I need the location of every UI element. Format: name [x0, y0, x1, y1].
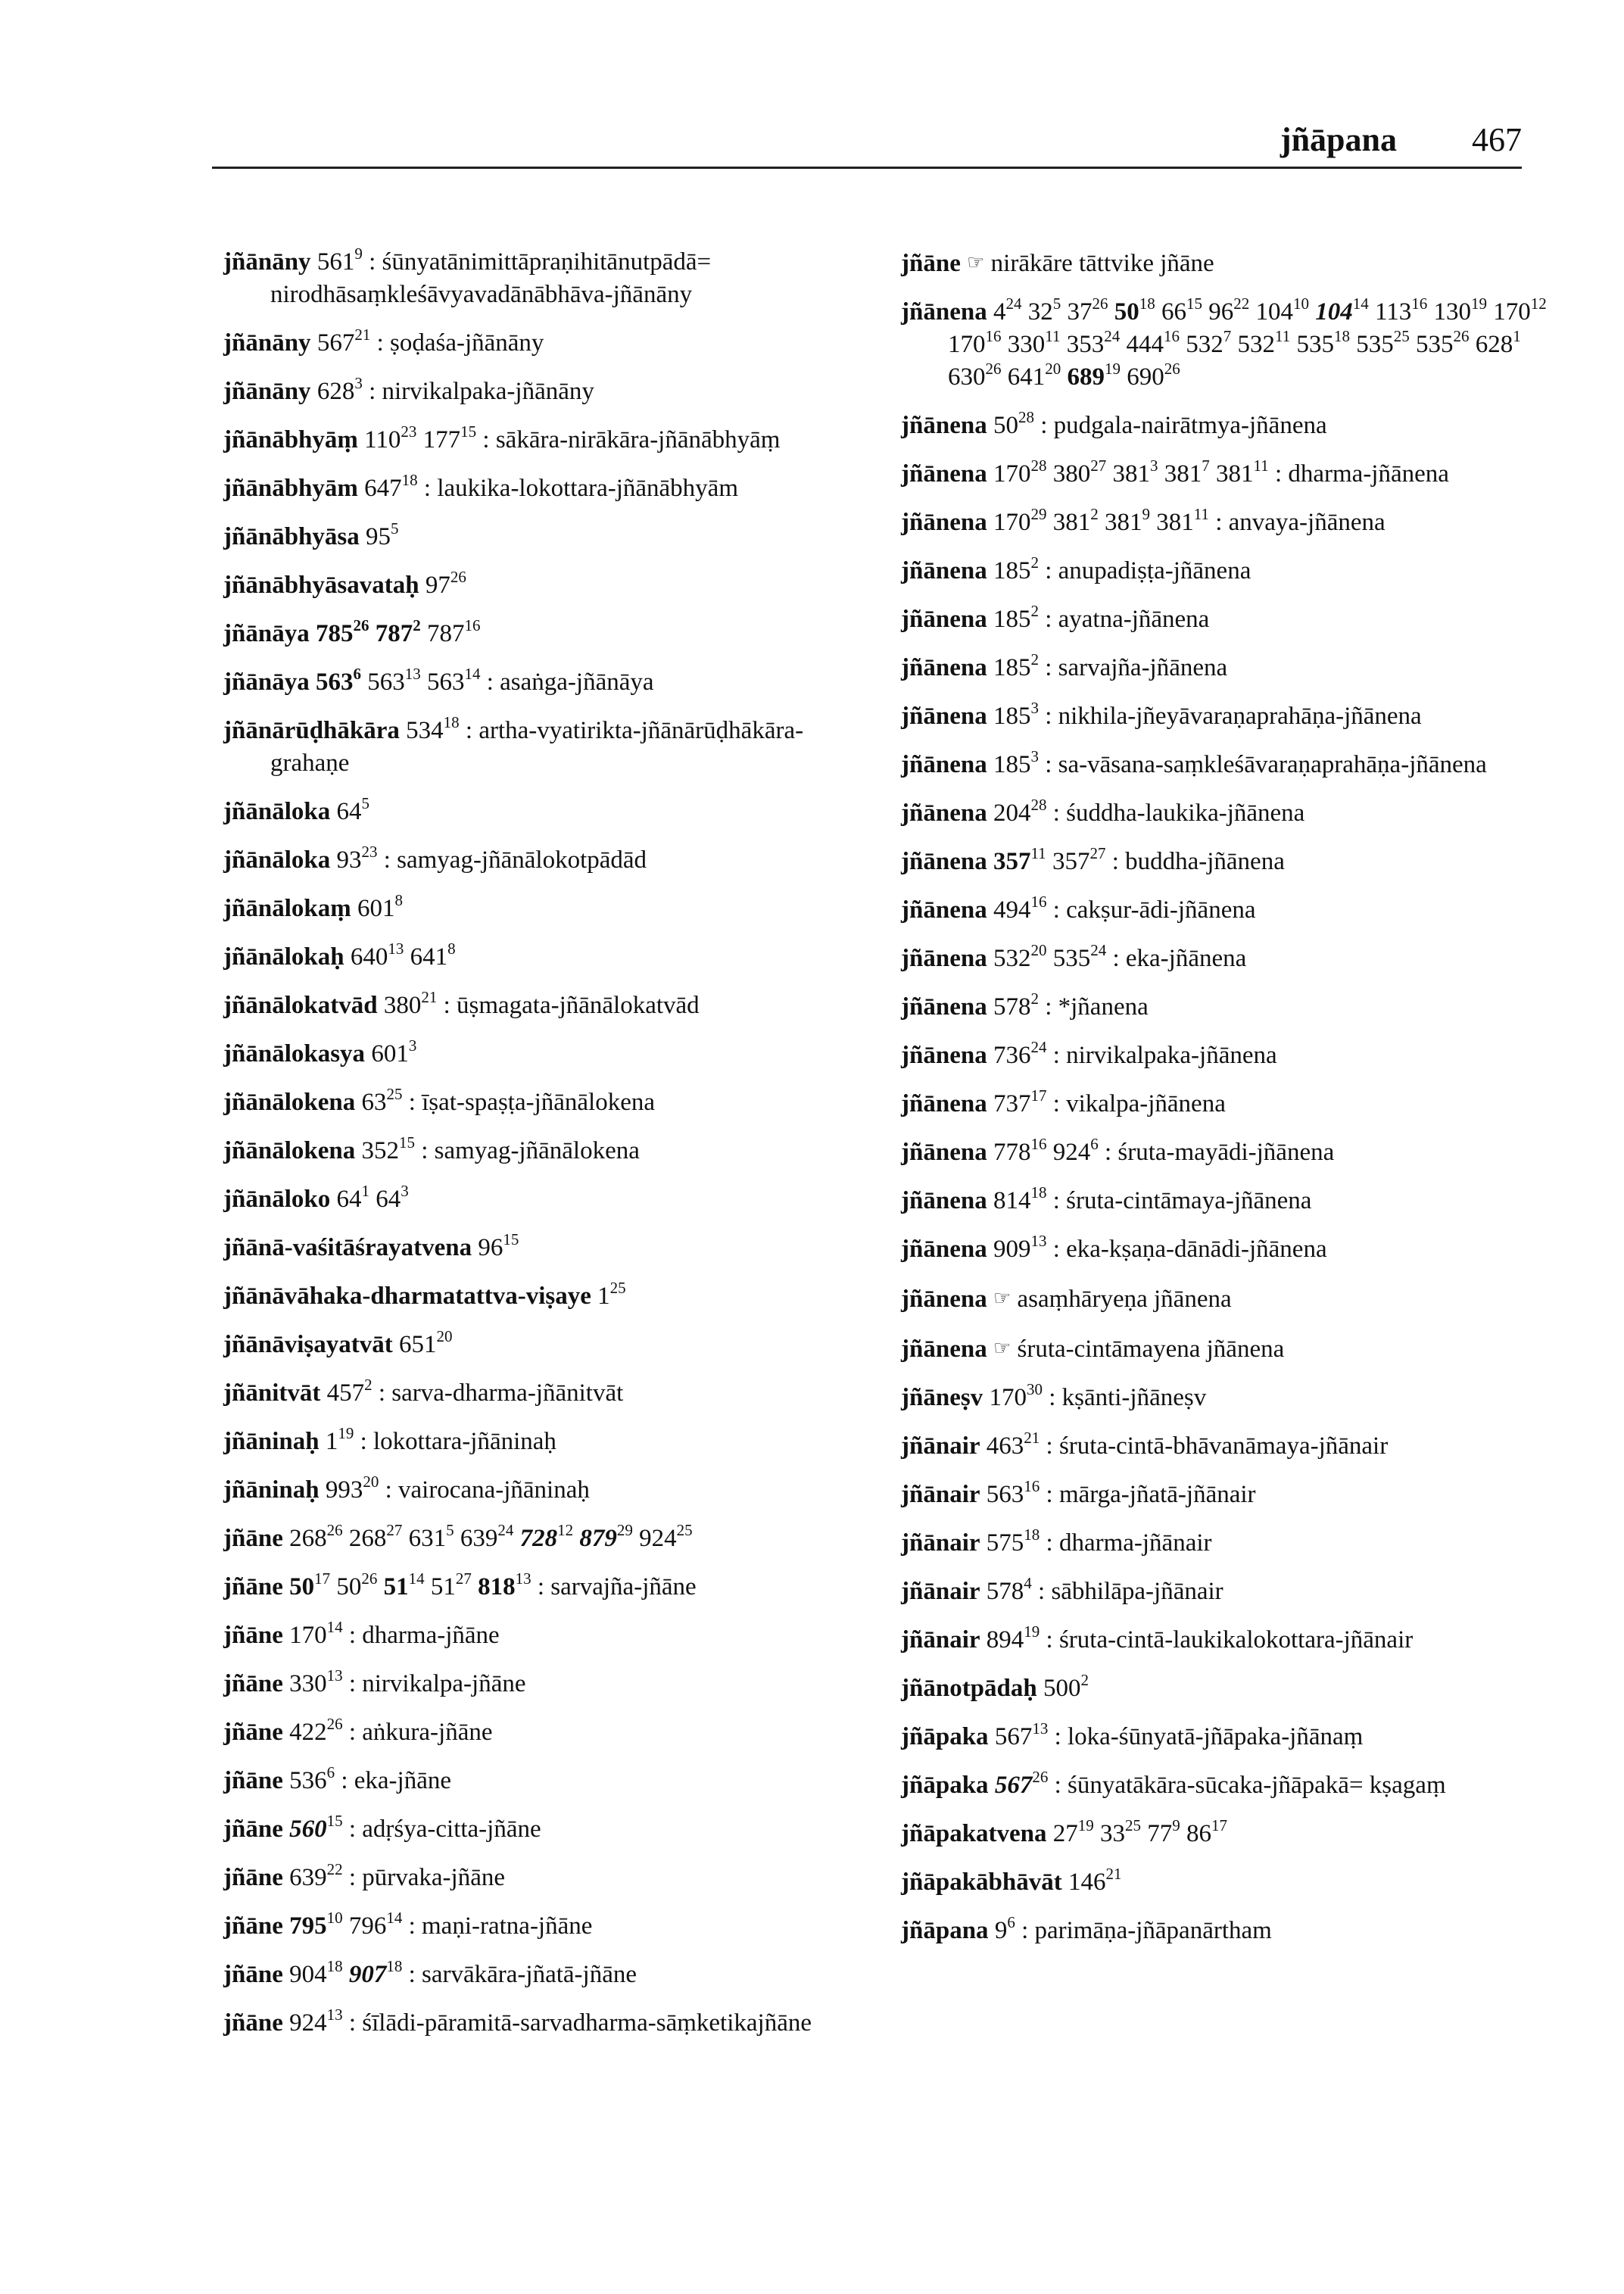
entry-headword: jñānair	[901, 1481, 980, 1508]
entry-context: mārga-jñatā-jñānair	[1058, 1481, 1256, 1508]
index-entry: jñānena $578^2$ : *jñanena	[901, 990, 1149, 1021]
entry-context: lokottara-jñāninaḥ	[373, 1428, 556, 1455]
entry-references: $494^{16}$	[993, 893, 1047, 924]
entry-context: eka-kṣaṇa-dānādi-jñānena	[1066, 1236, 1327, 1263]
entry-references: $778^{16}$ $924^6$	[993, 1135, 1099, 1166]
entry-context: loka-śūnyatā-jñāpaka-jñānaṃ	[1067, 1723, 1364, 1750]
entry-headword: jñānena	[901, 896, 987, 924]
entry-headword: jñānālokatvād	[223, 992, 378, 1019]
entry-context: śūnyatākāra-sūcaka-jñāpakā= kṣagaṃ	[1067, 1772, 1446, 1799]
entry-references: $628^3$	[316, 374, 363, 405]
entry-headword: jñāpaka	[901, 1723, 989, 1750]
entry-references: $640^{13}$ $641^8$	[350, 940, 456, 971]
index-entry	[223, 893, 874, 925]
entry-headword: jñāne	[223, 1525, 283, 1552]
entry-headword: jñānitvāt	[223, 1379, 321, 1407]
pointing-hand-icon: ☞	[993, 1287, 1011, 1309]
entry-references: $380^{21}$	[383, 988, 438, 1019]
entry-references: $795^{10}$ $796^{14}$	[289, 1909, 403, 1940]
entry-headword: jñāpana	[901, 1917, 989, 1944]
entry-context: ṣoḍaśa-jñānāny	[389, 329, 544, 357]
entry-references: $563^{16}$	[986, 1477, 1040, 1508]
index-entry	[223, 1038, 874, 1071]
entry-context: vikalpa-jñānena	[1066, 1090, 1226, 1117]
entry-references: $50^{28}$	[993, 408, 1034, 439]
entry-context: samyag-jñānālokotpādād	[397, 846, 647, 874]
index-entry: jñāne $422^{26}$ : aṅkura-jñāne	[223, 1715, 493, 1746]
entry-headword: jñānena	[901, 1042, 987, 1069]
entry-headword: jñānābhyāsavataḥ	[223, 572, 419, 599]
index-entry	[223, 521, 874, 553]
entry-headword: jñāninaḥ	[223, 1428, 320, 1455]
entry-references: $601^8$	[357, 891, 403, 922]
entry-headword: jñānotpādaḥ	[901, 1675, 1037, 1702]
entry-context: dharma-jñānair	[1058, 1529, 1212, 1557]
index-entry: jñānitvāt $457^2$ : sarva-dharma-jñānitvāt	[223, 1376, 624, 1407]
entry-references: $647^{18}$	[364, 471, 418, 502]
entry-headword: jñānena	[901, 654, 987, 681]
entry-context: anupadiṣṭa-jñānena	[1058, 557, 1252, 584]
index-entry: jñānena $185^2$ : anupadiṣṭa-jñānena	[901, 553, 1252, 584]
entry-headword: jñānena	[901, 460, 987, 488]
entry-context: sa-vāsana-saṃkleśāvaraṇaprahāṇa-jñānena	[1058, 751, 1487, 778]
entry-references: $50^{17}$ $50^{26}$ $51^{14}$ $51^{27}$ $818^{13}$	[289, 1569, 531, 1601]
index-entry: jñānair $578^4$ : sābhilāpa-jñānair	[901, 1574, 1223, 1605]
entry-headword: jñānair	[901, 1578, 980, 1605]
index-entry: jñānāny $628^3$ : nirvikalpaka-jñānāny	[223, 374, 594, 405]
entry-headword: jñāne	[223, 1670, 283, 1697]
entry-context: śūnyatānimittāpraṇihitānutpādā= nirodhāsaṃkleśāvyavadānābhāva-jñānāny	[270, 248, 712, 308]
index-entry: jñānair $894^{19}$ : śruta-cintā-laukikalokottara-jñānair	[901, 1622, 1414, 1653]
entry-headword: jñāne	[223, 1816, 283, 1843]
entry-references: $532^{20}$ $535^{24}$	[993, 941, 1107, 972]
entry-headword: jñānāviṣayatvāt	[223, 1331, 393, 1358]
entry-references: $64^1$ $64^3$	[336, 1182, 409, 1213]
index-entry: jñānālokatvād $380^{21}$ : ūṣmagata-jñānālokatvād	[223, 988, 700, 1019]
entry-headword: jñānālokaṃ	[223, 895, 351, 922]
entry-headword: jñānena	[901, 298, 987, 326]
entry-headword: jñānena	[901, 1090, 987, 1117]
index-entry	[223, 1280, 874, 1313]
entry-context: adṛśya-citta-jñāne	[362, 1816, 541, 1843]
entry-headword: jñānāya	[223, 669, 310, 696]
entry-headword: jñānena	[901, 412, 987, 439]
index-entry: jñāne $639^{22}$ : pūrvaka-jñāne	[223, 1860, 506, 1891]
index-entry: jñānena $185^3$ : sa-vāsana-saṃkleśāvaraṇaprahāṇa-jñānena	[901, 747, 1487, 778]
index-entry	[223, 1329, 874, 1361]
index-entry: jñānābhyām $647^{18}$ : laukika-lokottara-jñānābhyām	[223, 471, 738, 502]
index-entry: jñānena $50^{28}$ : pudgala-nairātmya-jñānena	[901, 408, 1327, 439]
entry-context: śīlādi-pāramitā-sarvadharma-sāṃketikajñāne	[362, 2009, 812, 2037]
entry-headword: jñānālokasya	[223, 1040, 366, 1068]
entry-references: $330^{13}$	[289, 1666, 343, 1697]
entry-headword: jñānābhyāsa	[223, 523, 360, 550]
index-entry: jñāne $795^{10}$ $796^{14}$ : maṇi-ratna-jñāne	[223, 1909, 593, 1940]
entry-context: eka-jñānena	[1125, 945, 1247, 972]
entry-context: sākāra-nirākāra-jñānābhyāṃ	[495, 426, 781, 454]
index-entry: jñānena $532^{20}$ $535^{24}$ : eka-jñānena	[901, 941, 1247, 972]
entry-context: sarvajña-jñānena	[1058, 654, 1228, 681]
entry-references: $924^{13}$	[289, 2006, 343, 2037]
entry-headword: jñānair	[901, 1529, 980, 1557]
entry-references: $185^2$	[993, 602, 1039, 633]
index-entry: jñānena $185^2$ : ayatna-jñānena	[901, 602, 1210, 633]
entry-references: $457^2$	[326, 1376, 372, 1407]
index-entry: jñāne $50^{17}$ $50^{26}$ $51^{14}$ $51^{27}$ $818^{13}$ : sarvajña-jñāne	[223, 1569, 697, 1601]
entry-references: $567^{21}$	[316, 326, 371, 357]
entry-headword: jñānena	[901, 1187, 987, 1214]
entry-context: vairocana-jñāninaḥ	[398, 1476, 590, 1504]
entry-headword: jñāne	[223, 1912, 283, 1940]
entry-headword: jñānena	[901, 848, 987, 875]
index-entry: jñāne $560^{15}$ : adṛśya-citta-jñāne	[223, 1812, 541, 1843]
entry-context: samyag-jñānālokena	[434, 1137, 640, 1164]
entry-references: $1^{25}$	[597, 1279, 626, 1310]
entry-references: $170^{30}$	[989, 1380, 1043, 1411]
index-entry: jñānālokena $63^{25}$ : īṣat-spaṣṭa-jñānālokena	[223, 1085, 656, 1116]
entry-headword: jñānāvāhaka-dharmatattva-viṣaye	[223, 1283, 591, 1310]
index-entry	[223, 618, 874, 650]
entry-references: $357^{11}$ $357^{27}$	[993, 844, 1106, 875]
entry-references: $64^5$	[336, 794, 369, 825]
index-entry	[901, 296, 1567, 394]
entry-headword: jñānā-vaśitāśrayatvena	[223, 1234, 472, 1261]
entry-references: $93^{23}$	[336, 843, 378, 874]
entry-context: īṣat-spaṣṭa-jñānālokena	[422, 1089, 656, 1116]
entry-headword: jñāninaḥ	[223, 1476, 320, 1504]
entry-references: $185^2$	[993, 650, 1039, 681]
index-entry: jñānena $494^{16}$ : cakṣur-ādi-jñānena	[901, 893, 1256, 924]
entry-context: sarvajña-jñāne	[550, 1573, 697, 1601]
entry-references: $97^{26}$	[425, 568, 466, 599]
entry-references: $904^{18}$ $907^{18}$	[289, 1957, 403, 1988]
entry-context: *jñanena	[1058, 993, 1149, 1021]
entry-context: nirākāre tāttvike jñāne	[990, 250, 1214, 277]
index-entry: jñāne $924^{13}$ : śīlādi-pāramitā-sarvadharma-sāṃketikajñāne	[223, 2006, 812, 2037]
entry-references: $170^{29}$ $381^2$ $381^9$ $381^{11}$	[993, 505, 1209, 536]
entry-references: $736^{24}$	[993, 1038, 1047, 1069]
entry-references: $651^{20}$	[398, 1327, 453, 1358]
entry-references: $785^{26}$ $787^2$ $787^{16}$	[315, 616, 481, 647]
entry-references: $422^{26}$	[289, 1715, 343, 1746]
entry-headword: jñānālokena	[223, 1089, 356, 1116]
entry-context: artha-vyatirikta-jñānārūḍhākāra-grahaṇe	[270, 717, 804, 777]
entry-references: $27^{19}$ $33^{25}$ $77^9$ $86^{17}$	[1052, 1816, 1228, 1847]
entry-references: $9^6$	[994, 1913, 1015, 1944]
entry-headword: jñānair	[901, 1626, 980, 1653]
index-entry: jñānena $778^{16}$ $924^6$ : śruta-mayādi-jñānena	[901, 1135, 1335, 1166]
entry-references: $4^{24}$ $32^5$ $37^{26}$ $50^{18}$ $66^{15}$ $96^{22}$ $104^{10}$ $104^{14}$ $113^{16}$ $130^{19}$ $170^{12}$ $170^{16}$ $330^{11}$ $353^{24}$ $444^{16}$ $532^7$ $532^{11}$ $535^{18}$ $535^{25}$ $535^{26}$ $628^1$ $630^{26}$ $641^{20}$ $689^{19}$ $690^{26}$	[948, 295, 1547, 391]
entry-headword: jñāne	[223, 1767, 283, 1794]
entry-context: pūrvaka-jñāne	[362, 1864, 506, 1891]
entry-references: $95^5$	[366, 519, 399, 550]
entry-headword: jñānena	[901, 993, 987, 1021]
index-entry: jñānena $909^{13}$ : eka-kṣaṇa-dānādi-jñānena	[901, 1232, 1327, 1263]
entry-context: sarvākāra-jñatā-jñāne	[422, 1961, 637, 1988]
entry-context: pudgala-nairātmya-jñānena	[1053, 412, 1327, 439]
index-entry	[901, 246, 1567, 280]
running-header	[212, 114, 1522, 169]
entry-references: $534^{18}$	[406, 713, 460, 744]
entry-context: śuddha-laukika-jñānena	[1066, 799, 1305, 827]
index-entry: jñānena $736^{24}$ : nirvikalpaka-jñānena	[901, 1038, 1277, 1069]
entry-headword: jñānāloka	[223, 798, 331, 825]
entry-references: $146^{21}$	[1068, 1865, 1122, 1896]
entry-references: $578^2$	[993, 990, 1039, 1021]
index-entry	[901, 1672, 1567, 1705]
index-entry: jñāpana $9^6$ : parimāṇa-jñāpanārtham	[901, 1913, 1272, 1944]
entry-references: $560^{15}$	[289, 1812, 343, 1843]
entry-references: $352^{15}$	[361, 1133, 415, 1164]
entry-references: $575^{18}$	[986, 1526, 1040, 1557]
index-entry: jñānair $463^{21}$ : śruta-cintā-bhāvanāmaya-jñānair	[901, 1429, 1389, 1460]
entry-context: śruta-cintā-laukikalokottara-jñānair	[1058, 1626, 1414, 1653]
entry-headword: jñānena	[901, 1139, 987, 1166]
entry-headword: jñānena	[901, 945, 987, 972]
index-entry: jñānena $814^{18}$ : śruta-cintāmaya-jñānena	[901, 1183, 1312, 1214]
entry-headword: jñāne	[223, 1864, 283, 1891]
index-entry: jñāpaka $567^{26}$ : śūnyatākāra-sūcaka-jñāpakā= kṣagaṃ	[901, 1768, 1446, 1799]
left-column	[223, 246, 874, 2056]
entry-references: $993^{20}$	[325, 1473, 379, 1504]
entry-context: parimāṇa-jñāpanārtham	[1034, 1917, 1272, 1944]
index-entry: jñānārūḍhākāra $534^{18}$ : artha-vyatirikta-jñānārūḍhākāra-grahaṇe	[223, 713, 804, 777]
index-entry: jñāneṣv $170^{30}$ : kṣānti-jñāneṣv	[901, 1380, 1207, 1411]
entry-context: aṅkura-jñāne	[362, 1719, 493, 1746]
entry-references: $909^{13}$	[993, 1232, 1047, 1263]
index-entry	[223, 1523, 874, 1555]
entry-context: dharma-jñānena	[1288, 460, 1449, 488]
entry-context: nirvikalpa-jñāne	[362, 1670, 526, 1697]
index-entry: jñānāny $561^9$ : śūnyatānimittāpraṇihitānutpādā= nirodhāsaṃkleśāvyavadānābhāva-jñānāny	[223, 245, 712, 308]
entry-context: asaṅga-jñānāya	[500, 669, 654, 696]
entry-headword: jñāne	[223, 1719, 283, 1746]
index-entry: jñānena $185^3$ : nikhila-jñeyāvaraṇaprahāṇa-jñānena	[901, 699, 1422, 730]
index-entry: jñāne $904^{18}$ $907^{18}$ : sarvākāra-jñatā-jñāne	[223, 1957, 637, 1988]
index-entry: jñāne $536^6$ : eka-jñāne	[223, 1763, 452, 1794]
index-entry	[223, 569, 874, 602]
entry-references: $110^{23}$ $177^{15}$	[364, 422, 477, 454]
entry-context: cakṣur-ādi-jñānena	[1066, 896, 1256, 924]
header-guide-word: jñāpana	[1280, 121, 1397, 158]
index-entry: jñānena $170^{28}$ $380^{27}$ $381^3$ $381^7$ $381^{11}$ : dharma-jñānena	[901, 457, 1449, 488]
entry-references: $639^{22}$	[289, 1860, 343, 1891]
entry-headword: jñānena	[901, 1236, 987, 1263]
index-entry	[901, 1818, 1567, 1850]
index-entry: jñānena $185^2$ : sarvajña-jñānena	[901, 650, 1228, 681]
entry-context: nikhila-jñeyāvaraṇaprahāṇa-jñānena	[1058, 703, 1422, 730]
entry-headword: jñānāloko	[223, 1186, 331, 1213]
entry-references: $894^{19}$	[986, 1622, 1040, 1653]
pointing-hand-icon: ☞	[993, 1337, 1011, 1359]
entry-headword: jñānena	[901, 557, 987, 584]
entry-headword: jñānāny	[223, 248, 311, 276]
index-entry: jñānair $563^{16}$ : mārga-jñatā-jñānair	[901, 1477, 1256, 1508]
entry-headword: jñānena	[901, 751, 987, 778]
entry-references: $567^{26}$	[994, 1768, 1049, 1799]
entry-headword: jñānāny	[223, 329, 311, 357]
entry-references: $737^{17}$	[993, 1086, 1047, 1117]
entry-context: eka-jñāne	[354, 1767, 452, 1794]
entry-headword: jñānena	[901, 1336, 987, 1363]
entry-headword: jñāne	[223, 1961, 283, 1988]
entry-headword: jñānālokaḥ	[223, 943, 344, 971]
entry-context: kṣānti-jñāneṣv	[1061, 1384, 1207, 1411]
entry-references: $814^{18}$	[993, 1183, 1047, 1214]
entry-headword: jñānāloka	[223, 846, 331, 874]
entry-context: anvaya-jñānena	[1228, 509, 1386, 536]
entry-headword: jñānābhyām	[223, 475, 358, 502]
entry-references: $268^{26}$ $268^{27}$ $631^5$ $639^{24}$ $728^{12}$ $879^{29}$ $924^{25}$	[289, 1521, 693, 1552]
entry-references: $567^{13}$	[994, 1719, 1049, 1750]
index-entry: jñānena $737^{17}$ : vikalpa-jñānena	[901, 1086, 1226, 1117]
index-entry	[223, 1232, 874, 1264]
index-entry: jñāninaḥ $1^{19}$ : lokottara-jñāninaḥ	[223, 1424, 556, 1455]
entry-headword: jñānena	[901, 509, 987, 536]
entry-references: $185^3$	[993, 747, 1039, 778]
entry-context: śruta-cintāmaya-jñānena	[1066, 1187, 1312, 1214]
index-entry: jñānena $357^{11}$ $357^{27}$ : buddha-jñānena	[901, 844, 1285, 875]
entry-headword: jñānena	[901, 1286, 987, 1313]
index-entry: jñāne $170^{14}$ : dharma-jñāne	[223, 1618, 500, 1649]
entry-references: $1^{19}$	[325, 1424, 354, 1455]
index-entry: jñāninaḥ $993^{20}$ : vairocana-jñāninaḥ	[223, 1473, 590, 1504]
entry-headword: jñānāny	[223, 378, 311, 405]
entry-context: ūṣmagata-jñānālokatvād	[456, 992, 700, 1019]
entry-references: $170^{14}$	[289, 1618, 343, 1649]
entry-references: $500^2$	[1043, 1671, 1089, 1702]
index-entry: jñānāloka $93^{23}$ : samyag-jñānālokotpādād	[223, 843, 647, 874]
entry-headword: jñānena	[901, 703, 987, 730]
index-entry: jñāpaka $567^{13}$ : loka-śūnyatā-jñāpaka-jñānaṃ	[901, 1719, 1364, 1750]
entry-context: asaṃhāryeṇa jñānena	[1017, 1286, 1232, 1313]
right-column	[901, 246, 1567, 1963]
entry-headword: jñānāya	[223, 620, 310, 647]
entry-references: $563^6$ $563^{13}$ $563^{14}$	[315, 665, 481, 696]
entry-context: dharma-jñāne	[362, 1622, 500, 1649]
entry-context: maṇi-ratna-jñāne	[422, 1912, 593, 1940]
entry-references: $185^2$	[993, 553, 1039, 584]
entry-context: śruta-cintāmayena jñānena	[1017, 1336, 1285, 1363]
index-entry: jñānāny $567^{21}$ : ṣoḍaśa-jñānāny	[223, 326, 544, 357]
entry-headword: jñāpaka	[901, 1772, 989, 1799]
entry-references: $96^{15}$	[478, 1230, 519, 1261]
pointing-hand-icon: ☞	[967, 251, 985, 273]
entry-context: sābhilāpa-jñānair	[1051, 1578, 1223, 1605]
entry-references: $561^9$	[316, 245, 363, 276]
index-entry: jñānair $575^{18}$ : dharma-jñānair	[901, 1526, 1212, 1557]
entry-references: $578^4$	[986, 1574, 1032, 1605]
index-entry: jñānena $170^{29}$ $381^2$ $381^9$ $381^{11}$ : anvaya-jñānena	[901, 505, 1386, 536]
index-entry	[223, 941, 874, 974]
entry-context: nirvikalpaka-jñānena	[1066, 1042, 1277, 1069]
entry-context: ayatna-jñānena	[1058, 606, 1210, 633]
index-entry: jñānālokena $352^{15}$ : samyag-jñānālokena	[223, 1133, 640, 1164]
entry-context: sarva-dharma-jñānitvāt	[391, 1379, 624, 1407]
entry-references: $185^3$	[993, 699, 1039, 730]
entry-context: laukika-lokottara-jñānābhyām	[437, 475, 738, 502]
entry-context: śruta-cintā-bhāvanāmaya-jñānair	[1058, 1432, 1389, 1460]
index-entry: jñānābhyāṃ $110^{23}$ $177^{15}$ : sākāra-nirākāra-jñānābhyāṃ	[223, 422, 781, 454]
entry-context: śruta-mayādi-jñānena	[1117, 1139, 1335, 1166]
entry-headword: jñānārūḍhākāra	[223, 717, 400, 744]
entry-context: nirvikalpaka-jñānāny	[382, 378, 594, 405]
entry-headword: jñānena	[901, 606, 987, 633]
index-entry: jñāne $330^{13}$ : nirvikalpa-jñāne	[223, 1666, 526, 1697]
index-entry	[223, 1183, 874, 1216]
page-number: 467	[1472, 121, 1522, 158]
entry-headword: jñāpakābhāvāt	[901, 1869, 1062, 1896]
entry-references: $63^{25}$	[361, 1085, 403, 1116]
index-entry	[901, 1866, 1567, 1899]
entry-headword: jñānena	[901, 799, 987, 827]
entry-references: $170^{28}$ $380^{27}$ $381^3$ $381^7$ $381^{11}$	[993, 457, 1269, 488]
entry-headword: jñāne	[223, 2009, 283, 2037]
entry-headword: jñāne	[223, 1622, 283, 1649]
index-entry	[223, 796, 874, 828]
entry-headword: jñāne	[223, 1573, 283, 1601]
entry-headword: jñāne	[901, 250, 961, 277]
entry-headword: jñāneṣv	[901, 1384, 983, 1411]
index-entry	[901, 1282, 1567, 1316]
entry-references: $204^{28}$	[993, 796, 1047, 827]
entry-headword: jñānābhyāṃ	[223, 426, 358, 454]
entry-references: $536^6$	[289, 1763, 335, 1794]
entry-references: $601^3$	[371, 1036, 417, 1068]
index-entry: jñānāya $563^6$ $563^{13}$ $563^{14}$ : asaṅga-jñānāya	[223, 665, 654, 696]
entry-headword: jñānair	[901, 1432, 980, 1460]
entry-context: buddha-jñānena	[1125, 848, 1285, 875]
entry-references: $463^{21}$	[986, 1429, 1040, 1460]
index-entry: jñānena $204^{28}$ : śuddha-laukika-jñānena	[901, 796, 1305, 827]
index-entry	[901, 1332, 1567, 1366]
entry-headword: jñānālokena	[223, 1137, 356, 1164]
entry-headword: jñāpakatvena	[901, 1820, 1047, 1847]
